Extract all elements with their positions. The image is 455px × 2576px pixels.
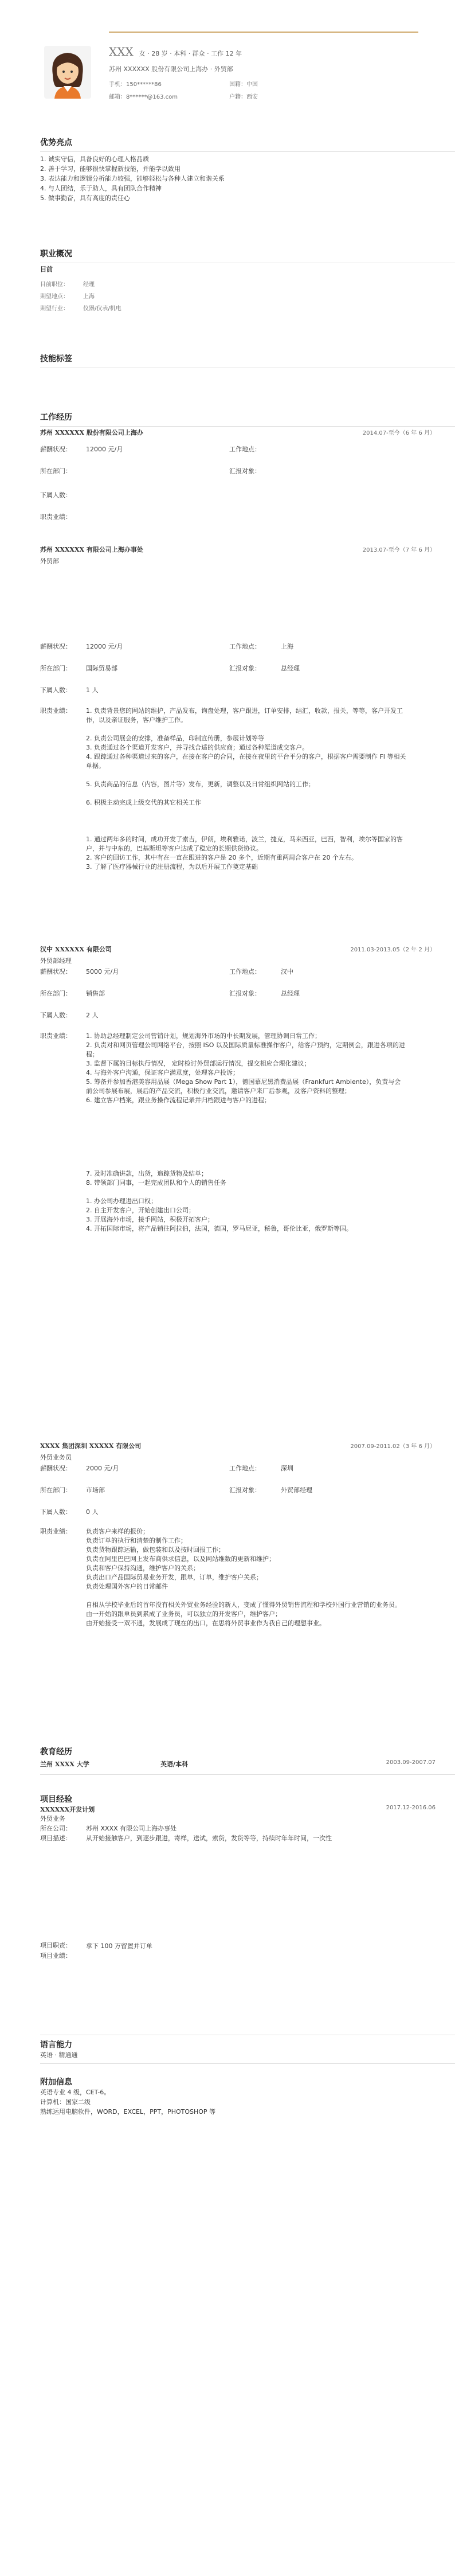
duty-line (86, 1591, 407, 1601)
job-duty-label: 职责业绩： (40, 513, 72, 521)
duty-line (86, 826, 407, 835)
job-company: 汉中 XXXXXX 有限公司 (40, 946, 112, 953)
strength-item: 3. 表达能力和逻辑分析能力较强，能够轻松与各种人建立和谐关系 (40, 175, 225, 182)
strength-item: 4. 与人团结，乐于助人，具有团队合作精神 (40, 185, 162, 192)
language-section (40, 2035, 455, 2064)
job-sub-label: 下属人数： (40, 491, 72, 499)
job-duties (86, 1527, 407, 1628)
avatar (44, 46, 91, 99)
duty-line (86, 1105, 407, 1114)
header (109, 45, 242, 58)
job-report: 总经理 (281, 990, 300, 997)
strength-item: 5. 做事勤奋，具有高度的责任心 (40, 194, 130, 202)
duty-line (86, 1160, 407, 1169)
duty-line: 2. 负责公司展会的安排，准备样品，印制宣传册，参展计划等等 (86, 735, 264, 742)
job-dept: 市场部 (86, 1486, 105, 1494)
project-name: XXXXXX开发计划 (40, 1806, 95, 1813)
country-row: 国籍：中国 (229, 81, 258, 88)
duty-line: 7. 及时准确讲款，出货，追踪货物及结单； (86, 1170, 207, 1177)
phone-value: 150******86 (126, 81, 162, 88)
top-divider (109, 32, 418, 33)
duty-line (86, 1114, 407, 1123)
job-location: 上海 (281, 643, 293, 650)
language-text: 英语 · 精通通 (40, 2051, 78, 2059)
duty-line: 3. 监督下属的目标执行情况， 定时检讨外贸部运行情况，提交相应合理化建议； (86, 1060, 311, 1067)
project-role: 外贸业务 (40, 1815, 65, 1822)
extra-section (40, 2076, 455, 2117)
duty-line: 由开始接受一双不通，发展成了现在的出口，在思将外贸事业作为我自己的理想事业。 (86, 1619, 325, 1627)
duty-line (86, 789, 407, 798)
duty-line: 负责出口产品国际贸易业务开发，跟单，订单，维护客户关系； (86, 1574, 262, 1581)
job-dept-label: 所在部门： (40, 665, 72, 672)
job-report: 外贸部经理 (281, 1486, 312, 1494)
job-company: 苏州 XXXXXX 股份有限公司上海办 (40, 429, 143, 436)
duty-line: 负责客户来样的报价； (86, 1528, 149, 1535)
job-location-label: 工作地点： (229, 1465, 261, 1472)
job-dept-label: 所在部门： (40, 1486, 72, 1494)
country-value: 中国 (246, 81, 258, 88)
job-location-label: 工作地点： (229, 643, 261, 650)
job-company: 苏州 XXXXXX 有限公司上海办事处 (40, 546, 143, 553)
job-date: 2007.09-2011.02（3 年 6 月） (350, 1443, 436, 1450)
job-location-label: 工作地点： (229, 446, 261, 453)
job-1 (40, 428, 455, 521)
duty-line: 3. 了解了医疗器械行业的注册流程，为以后开展工作奠定基础 (86, 863, 258, 871)
duty-line: 5. 负责商品的信息（内容，图片等）发布，更新，调整以及日常组织网站的工作； (86, 780, 315, 788)
header-company: 苏州 XXXXXX 股份有限公司上海办 · 外贸部 (109, 65, 233, 73)
email-value[interactable]: 8******@163.com (126, 94, 178, 100)
education-row (40, 1759, 455, 1771)
project-date: 2017.12-2016.06 (386, 1805, 436, 1811)
extra-title: 附加信息 (40, 2078, 72, 2087)
project-company-row: 所在公司： 苏州 XXXX 有限公司上海办事处 (40, 1825, 177, 1832)
career-row: 期望行业： 仪器/仪表/机电 (40, 306, 121, 312)
job-3 (40, 944, 455, 1232)
job-report-label: 汇报对象： (229, 467, 261, 475)
project-duty-row: 项目职责： (40, 1942, 72, 1949)
job-report: 总经理 (281, 665, 300, 672)
duty-line: 1. 办公司办理进出口权； (86, 1197, 157, 1205)
duty-line: 4. 跟踪通过各种渠道过来的客户，在接在客户的合同，在接在夜里的平台平分的客户，根据客户需要制作 FI 等相关单据。 (86, 753, 406, 770)
avatar-illustration-icon (44, 46, 91, 99)
job-duty-label: 职责业绩： (40, 1528, 72, 1535)
job-salary: 12000 元/月 (86, 446, 123, 453)
job-dept: 国际贸易部 (86, 665, 117, 672)
job-sub-label: 下属人数： (40, 1508, 72, 1516)
career-row: 期望地点： 上海 (40, 294, 95, 300)
phone-row: 手机：150******86 (109, 81, 162, 88)
job-salary-label: 薪酬状况： (40, 968, 72, 975)
job-report-label: 汇报对象： (229, 990, 261, 997)
education-title: 教育经历 (40, 1747, 72, 1757)
career-section (40, 248, 455, 312)
candidate-name: XXX (109, 45, 134, 58)
duty-line (86, 807, 407, 817)
edu-school: 兰州 XXXX 大学 (40, 1761, 89, 1768)
work-section (40, 411, 455, 427)
duty-line: 负责和客户保持沟通，维护客户的关系； (86, 1564, 199, 1572)
job-4 (40, 1441, 455, 1627)
duty-line: 2. 负责对和网页管理公司网络平台，按照 ISO 以及国际质量标准操作客户，给客户预约，定期例会，跟进各项的进程； (86, 1041, 405, 1058)
strengths-section (40, 136, 455, 203)
job-location: 深圳 (281, 1465, 293, 1472)
hukou-row: 户籍：西安 (229, 94, 258, 100)
job-salary-label: 薪酬状况： (40, 643, 72, 650)
duty-line: 8. 带领部门同事，一起完成团队和个人的销售任务 (86, 1179, 226, 1186)
project-section (40, 1793, 455, 1961)
strength-item: 1. 诚实守信，具备良好的心理人格品质 (40, 155, 149, 163)
duty-line: 由一开始的跟单员到累成了业务员，可以独立的开发客户，维护客户； (86, 1610, 281, 1618)
duty-line: 4. 与海外客户沟通，保证客户满意度，处理客户投诉； (86, 1069, 239, 1076)
career-row: 目前职位： 经理 (40, 282, 95, 288)
job-sub-label: 下属人数： (40, 1012, 72, 1019)
job-duties (86, 707, 407, 872)
candidate-meta: 女 · 28 岁 · 本科 · 群众 · 工作 12 年 (139, 50, 242, 57)
duty-line: 1. 负责背景您的网站的维护，产品发布，询盘处理，客户跟进，订单安排，结汇，收款，报关，等等，客户开发工作，以及亲证服务，客户维护工作。 (86, 707, 403, 724)
job-position: 外贸业务员 (40, 1454, 72, 1461)
job-position: 外贸部 (40, 557, 59, 565)
job-dept: 销售部 (86, 990, 105, 997)
job-sub: 2 人 (86, 1012, 99, 1019)
job-salary: 5000 元/月 (86, 968, 119, 975)
job-salary-label: 薪酬状况： (40, 1465, 72, 1472)
job-sub: 1 人 (86, 686, 99, 694)
duty-line: 2. 客户的回访工作，其中有在一直在跟进的客户是 20 多个，近期有重两周合客户在 20 个左右。 (86, 854, 358, 861)
strengths-rule (40, 151, 455, 152)
duty-line (86, 1133, 407, 1142)
education-section (40, 1746, 455, 1775)
job-date: 2013.07-至今（7 年 6 月） (362, 547, 436, 553)
duty-line: 自相从学校毕业后的首年没有相关外贸业务经验的新人，变成了懂得外贸销售流程和学校外国行业营销的业务员。 (86, 1601, 401, 1609)
duty-line: 3. 负责通过各个渠道开发客户，并寻找合适的供应商；通过各种渠道成交客户。 (86, 744, 308, 751)
job-duties (86, 1032, 407, 1234)
strength-item: 2. 善于学习，能够很快掌握新技能，并能学以致用 (40, 165, 181, 173)
duty-line (86, 771, 407, 780)
job-dept-label: 所在部门： (40, 990, 72, 997)
job-sub: 0 人 (86, 1508, 99, 1516)
project-title: 项目经验 (40, 1795, 72, 1804)
job-salary-label: 薪酬状况： (40, 446, 72, 453)
duty-line: 负责订单的执行和清楚的制作工作； (86, 1537, 187, 1544)
duty-line: 6. 积极主动完成上级交代的其它相关工作 (86, 799, 201, 806)
career-subtitle: 目前 (40, 266, 53, 273)
duty-line (86, 817, 407, 826)
job-position: 外贸部经理 (40, 957, 72, 965)
duty-line: 6. 建立客户档案，跟业务操作流程记录并归档跟进与客户的进程； (86, 1096, 270, 1104)
duty-line: 负责处理国外客户的日常邮件 (86, 1583, 168, 1590)
job-location-label: 工作地点： (229, 968, 261, 975)
education-rule (40, 1774, 455, 1775)
duty-line: 负责货物跟踪运输，做包装和以及按时回报工作； (86, 1546, 225, 1554)
duty-line (86, 1142, 407, 1151)
duty-line: 1. 通过两年多的时间，成功开发了索吉，伊朗，埃利雅诺，波兰，捷克，马来西亚，巴西，智利，埃尔等国家的客户，并与中东的，巴基斯坦等客户达成了稳定的长期供货协议。 (86, 836, 403, 852)
project-achieve-label: 项目业绩： (40, 1952, 72, 1960)
job-sub-label: 下属人数： (40, 686, 72, 694)
job-date: 2011.03-2013.05（2 年 2 月） (350, 947, 436, 953)
job-salary: 12000 元/月 (86, 643, 123, 650)
duty-line: 1. 协助总经理制定公司营销计划，规划海外市场的中长期发展，管理协调日常工作； (86, 1032, 321, 1040)
edu-degree: 英语/本科 (160, 1761, 189, 1768)
duty-line (86, 725, 407, 734)
duty-line (86, 1188, 407, 1197)
job-salary: 2000 元/月 (86, 1465, 119, 1472)
job-date: 2014.07-至今（6 年 6 月） (362, 430, 436, 436)
duty-line: 负责在阿里巴巴网上发布商供求信息，以及网站维数的更新和维护； (86, 1555, 275, 1563)
duty-line: 4. 开拓国际市场，将产品销往阿拉伯，法国，德国，罗马尼亚，秘鲁，哥伦比亚，俄罗斯等国。 (86, 1225, 352, 1232)
email-row: 邮箱：8******@163.com (109, 94, 178, 100)
skills-title: 技能标签 (40, 354, 72, 364)
job-duty-label: 职责业绩： (40, 1032, 72, 1040)
duty-line (86, 1123, 407, 1133)
extra-item: 计算机：国家二级 (40, 2098, 91, 2106)
job-company: XXXX 集团深圳 XXXXX 有限公司 (40, 1442, 142, 1450)
hukou-value: 西安 (246, 94, 258, 100)
job-location: 汉中 (281, 968, 293, 975)
duty-line: 2. 自主开发客户，开始创建出口公司； (86, 1207, 195, 1214)
duty-line: 3. 开展海外市场，接手网站，积极开拓客户； (86, 1216, 214, 1223)
career-title: 职业概况 (40, 249, 72, 259)
job-report-label: 汇报对象： (229, 1486, 261, 1494)
duty-line: 5. 筹备并参加香港美容用品展（Mega Show Part 1），德国慕尼黑消费品展（Frankfurt Ambiente），负责与会前公司参展布展，展后的产品交流，积极行业交流，邀请客户来厂后参观，及客户资料的整理； (86, 1078, 401, 1095)
edu-date: 2003.09-2007.07 (386, 1759, 436, 1766)
project-desc-row: 项目描述： 从开始接触客户，到逐步跟进，寄样，送试，索货，发货等等，持续时年年时间，一次性 (40, 1835, 332, 1842)
skills-section (40, 353, 455, 368)
job-duty-label: 职责业绩： (40, 707, 72, 715)
extra-item: 熟练运用电脑软件，WORD，EXCEL，PPT，PHOTOSHOP 等 (40, 2108, 216, 2116)
job-2 (40, 545, 455, 871)
extra-item: 英语专业 4 级，CET-6。 (40, 2089, 111, 2096)
job-dept-label: 所在部门： (40, 467, 72, 475)
work-rule (40, 426, 455, 427)
strengths-title: 优势亮点 (40, 138, 72, 147)
language-rule (40, 2063, 455, 2064)
job-report-label: 汇报对象： (229, 665, 261, 672)
project-achieve-row: 拿下 100 万留置并订单 (86, 1942, 152, 1950)
project-head (40, 1805, 455, 1814)
duty-line (86, 1151, 407, 1160)
language-title: 语言能力 (40, 2040, 72, 2050)
work-title: 工作经历 (40, 413, 72, 422)
